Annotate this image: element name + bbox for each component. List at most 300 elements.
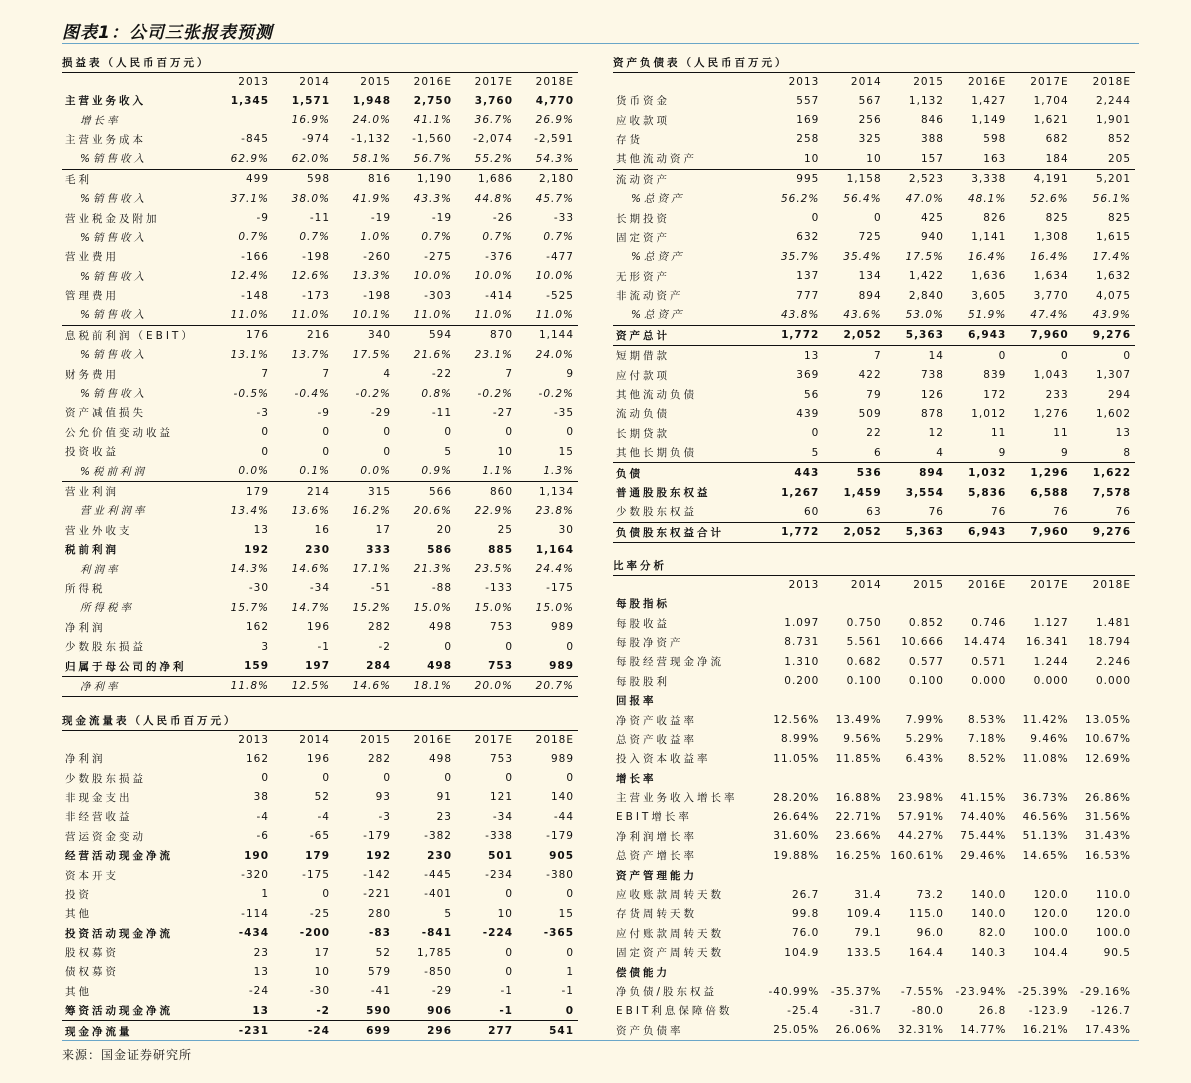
- value-cell: 0: [261, 772, 269, 785]
- value-cell: 96.0: [916, 927, 944, 940]
- value-cell: 1,615: [1095, 231, 1131, 244]
- value-cell: 176: [245, 329, 269, 342]
- value-cell: 1,636: [971, 270, 1007, 283]
- value-cell: 1,012: [971, 407, 1007, 420]
- value-cell: 753: [488, 660, 513, 673]
- row-label: 营业外收支: [65, 524, 133, 537]
- value-cell: 13.4%: [230, 504, 269, 517]
- value-cell: [948, 962, 1010, 981]
- value-cell: 140.0: [971, 907, 1007, 920]
- value-cell: -974: [302, 133, 330, 146]
- value-cell: -25.39%: [1017, 985, 1069, 998]
- value-cell: 0.682: [846, 655, 882, 668]
- value-cell: 258: [796, 133, 820, 146]
- row-label: 少数股东损益: [65, 772, 146, 785]
- year-header: 2013: [238, 734, 269, 746]
- value-cell: [948, 594, 1010, 613]
- value-cell: 30: [558, 524, 574, 537]
- value-cell: -41: [370, 985, 391, 998]
- value-cell: 1: [566, 965, 574, 978]
- value-cell: -27: [492, 406, 513, 419]
- value-cell: 0: [322, 888, 330, 901]
- value-cell: 13: [252, 1004, 269, 1017]
- value-cell: 133.5: [846, 946, 882, 959]
- table-row: [62, 461, 578, 481]
- table-row: [613, 365, 1135, 384]
- value-cell: -6: [256, 830, 269, 843]
- value-cell: 4,075: [1095, 289, 1131, 302]
- value-cell: 24.4%: [535, 563, 574, 576]
- table-row: [613, 749, 1135, 768]
- value-cell: -29: [370, 406, 391, 419]
- value-cell: 60: [761, 502, 823, 522]
- value-cell: 0.000: [971, 675, 1007, 688]
- value-cell: 14.6%: [291, 563, 330, 576]
- value-cell: 6: [823, 443, 885, 463]
- row-label: 货币资金: [616, 95, 670, 108]
- value-cell: 25: [497, 524, 513, 537]
- ratio-analysis-table: [613, 576, 1135, 1040]
- table-row: [613, 502, 1135, 522]
- table-row: [613, 1001, 1135, 1020]
- value-cell: 1,190: [416, 173, 452, 186]
- value-cell: -83: [369, 927, 391, 940]
- value-cell: 120.0: [1033, 907, 1069, 920]
- value-cell: -179: [363, 830, 391, 843]
- value-cell: 28.20%: [773, 791, 820, 804]
- value-cell: 894: [919, 467, 944, 480]
- row-label: 固定资产周转天数: [616, 947, 724, 960]
- table-row: [613, 325, 1135, 345]
- value-cell: -175: [546, 582, 574, 595]
- row-label: 净利率: [62, 676, 212, 696]
- value-cell: 44.27%: [897, 830, 944, 843]
- value-cell: 4,191: [1033, 173, 1069, 186]
- value-cell: 31.60%: [773, 830, 820, 843]
- table-row: [62, 208, 578, 227]
- value-cell: 1.244: [1033, 655, 1069, 668]
- value-cell: 1,686: [477, 173, 513, 186]
- row-label: 主营业务成本: [65, 133, 146, 146]
- value-cell: 196: [306, 621, 330, 634]
- value-cell: -166: [241, 250, 269, 263]
- value-cell: 536: [856, 467, 882, 480]
- value-cell: -1: [500, 985, 513, 998]
- value-cell: 0: [1060, 349, 1069, 362]
- row-label: 营业利润: [65, 486, 119, 498]
- value-cell: 22.71%: [835, 810, 882, 823]
- row-label: 其他流动负债: [616, 389, 697, 402]
- value-cell: -30: [309, 985, 330, 998]
- value-cell: 9: [1010, 443, 1072, 463]
- value-cell: 35.7%: [780, 250, 820, 263]
- value-cell: 11: [990, 427, 1007, 440]
- row-label: 应收款项: [616, 114, 670, 127]
- table-row: [62, 982, 578, 1001]
- table-row: [62, 130, 578, 149]
- value-cell: 8.52%: [967, 752, 1007, 765]
- value-cell: 10.0%: [413, 270, 452, 283]
- table-row: [62, 924, 578, 943]
- year-header: 2015: [360, 76, 391, 88]
- row-label: 税前利润: [65, 544, 119, 557]
- bottom-rule: [62, 1040, 1139, 1041]
- ratio-analysis-block: [613, 558, 1135, 1040]
- value-cell: 0: [261, 445, 269, 458]
- value-cell: 1,785: [416, 946, 452, 959]
- value-cell: 15.2%: [352, 601, 391, 614]
- value-cell: 52: [375, 946, 391, 959]
- value-cell: 216: [306, 329, 330, 342]
- value-cell: 1,704: [1033, 94, 1069, 107]
- table-row: [613, 169, 1135, 189]
- value-cell: 53.0%: [886, 305, 948, 325]
- value-cell: 11.05%: [773, 752, 820, 765]
- table-row: [613, 130, 1135, 149]
- value-cell: -1,560: [412, 133, 452, 146]
- value-cell: -2: [378, 640, 391, 653]
- value-cell: 0.000: [1095, 675, 1131, 688]
- value-cell: 23.66%: [835, 830, 882, 843]
- header-blank: [62, 731, 212, 749]
- table-row: [613, 483, 1135, 502]
- value-cell: -198: [363, 289, 391, 302]
- row-label: 公允价值变动收益: [65, 426, 173, 439]
- row-label: 存货周转天数: [616, 908, 697, 921]
- table-row: [62, 676, 578, 696]
- value-cell: 10: [823, 149, 885, 169]
- value-cell: 12.56%: [773, 714, 820, 727]
- value-cell: 16.53%: [1084, 849, 1131, 862]
- value-cell: 1.0%: [360, 231, 391, 244]
- value-cell: 1,307: [1095, 369, 1131, 382]
- value-cell: 10: [761, 149, 823, 169]
- value-cell: 52.6%: [1030, 192, 1069, 205]
- row-label: 归属于母公司的净利: [65, 660, 187, 673]
- value-cell: 12: [928, 427, 944, 440]
- row-label: 投资活动现金净流: [65, 927, 173, 940]
- value-cell: 7,960: [1010, 522, 1072, 542]
- table-row: [62, 403, 578, 422]
- value-cell: 753: [489, 752, 513, 765]
- value-cell: -114: [241, 907, 269, 920]
- row-label: 利润率: [80, 563, 121, 576]
- value-cell: 0.577: [908, 655, 944, 668]
- value-cell: 7,960: [1010, 325, 1072, 345]
- year-header-row: [613, 576, 1135, 594]
- table-row: [62, 618, 578, 637]
- value-cell: 63: [823, 502, 885, 522]
- value-cell: 16.25%: [835, 849, 882, 862]
- row-label: 投资收益: [65, 446, 119, 459]
- value-cell: -231: [212, 1021, 273, 1041]
- value-cell: 17.5%: [905, 250, 944, 263]
- value-cell: -275: [424, 250, 452, 263]
- value-cell: 14.77%: [960, 1024, 1007, 1037]
- value-cell: 989: [550, 752, 574, 765]
- value-cell: 282: [367, 752, 391, 765]
- row-label: 偿债能力: [616, 966, 670, 979]
- value-cell: -303: [424, 289, 452, 302]
- table-row: [613, 865, 1135, 884]
- value-cell: 0: [505, 772, 513, 785]
- value-cell: 1,422: [908, 270, 944, 283]
- value-cell: 0.1%: [273, 461, 334, 481]
- value-cell: 7.18%: [967, 733, 1007, 746]
- table-row: [62, 501, 578, 520]
- value-cell: 15.7%: [230, 601, 269, 614]
- value-cell: 11.8%: [212, 676, 273, 696]
- value-cell: 197: [305, 660, 330, 673]
- value-cell: [1010, 594, 1072, 613]
- value-cell: 140.3: [971, 946, 1007, 959]
- table-row: [62, 768, 578, 787]
- value-cell: 498: [428, 621, 452, 634]
- value-cell: 23: [436, 810, 452, 823]
- value-cell: -841: [421, 927, 452, 940]
- value-cell: 1,134: [538, 485, 574, 498]
- row-label: 应付账款周转天数: [616, 927, 724, 940]
- value-cell: 10.67%: [1084, 733, 1131, 746]
- value-cell: 0.746: [971, 617, 1007, 630]
- value-cell: -179: [546, 830, 574, 843]
- value-cell: 15: [558, 445, 574, 458]
- value-cell: 8: [1073, 443, 1135, 463]
- value-cell: 1,772: [761, 522, 823, 542]
- value-cell: 6,943: [948, 325, 1010, 345]
- table-row: [62, 364, 578, 383]
- table-row: [62, 559, 578, 578]
- value-cell: 13.3%: [352, 270, 391, 283]
- value-cell: -30: [248, 582, 269, 595]
- value-cell: [761, 962, 823, 981]
- value-cell: -850: [424, 965, 452, 978]
- value-cell: 3,760: [474, 94, 513, 107]
- value-cell: 79.1: [854, 927, 882, 940]
- value-cell: 1,032: [968, 467, 1007, 480]
- table-row: [62, 169, 578, 189]
- table-row: [62, 189, 578, 208]
- table-row: [62, 749, 578, 768]
- value-cell: -0.4%: [294, 387, 330, 400]
- table-row: [613, 730, 1135, 749]
- table-row: [613, 463, 1135, 483]
- value-cell: 43.3%: [413, 192, 452, 205]
- value-cell: 126: [920, 388, 944, 401]
- row-label: 所得税率: [80, 602, 134, 615]
- value-cell: 280: [367, 907, 391, 920]
- row-label: 筹资活动现金净流: [65, 1005, 173, 1018]
- table-row: [62, 885, 578, 904]
- value-cell: 1,144: [538, 329, 574, 342]
- value-cell: 498: [427, 660, 452, 673]
- value-cell: 632: [796, 231, 820, 244]
- value-cell: 0: [566, 946, 574, 959]
- year-header: 2014: [850, 579, 882, 591]
- value-cell: 11.42%: [1022, 714, 1069, 727]
- balance-sheet-table: [613, 73, 1135, 543]
- year-header: 2014: [850, 76, 882, 88]
- value-cell: 0: [566, 426, 574, 439]
- value-cell: 21.6%: [413, 348, 452, 361]
- row-label: 债权募资: [65, 966, 119, 979]
- value-cell: 9: [566, 368, 574, 381]
- value-cell: -88: [431, 582, 452, 595]
- year-header: 2013: [788, 76, 820, 88]
- value-cell: -401: [424, 888, 452, 901]
- value-cell: 99.8: [791, 907, 820, 920]
- value-cell: 15.0%: [535, 601, 574, 614]
- value-cell: [886, 865, 948, 884]
- value-cell: 192: [244, 543, 269, 556]
- value-cell: 256: [858, 114, 882, 127]
- row-label: 存货: [616, 133, 643, 146]
- value-cell: 16.9%: [291, 114, 330, 127]
- value-cell: 0.0%: [212, 461, 273, 481]
- value-cell: 18.794: [1088, 636, 1131, 649]
- value-cell: 9.56%: [843, 733, 882, 746]
- value-cell: 0: [505, 640, 513, 653]
- table-row: [613, 807, 1135, 826]
- value-cell: 18.1%: [395, 676, 456, 696]
- value-cell: 12.6%: [291, 270, 330, 283]
- value-cell: 7: [322, 368, 330, 381]
- row-label: 非现金支出: [65, 791, 133, 804]
- value-cell: 11.08%: [1022, 752, 1069, 765]
- row-label: %销售收入: [80, 231, 147, 244]
- value-cell: 9,276: [1073, 522, 1135, 542]
- row-label: 总资产增长率: [616, 850, 697, 863]
- value-cell: [886, 769, 948, 788]
- year-header: 2018E: [535, 76, 574, 88]
- row-label: %税前利润: [62, 461, 212, 481]
- value-cell: 17: [375, 524, 391, 537]
- row-label: 息税前利润（EBIT）: [65, 329, 195, 342]
- row-label: %销售收入: [62, 305, 212, 325]
- value-cell: 0.852: [908, 617, 944, 630]
- year-header: 2017E: [1030, 579, 1069, 591]
- value-cell: 120.0: [1033, 888, 1069, 901]
- value-cell: 1.1%: [456, 461, 517, 481]
- value-cell: 6,943: [948, 522, 1010, 542]
- value-cell: 20.6%: [413, 504, 452, 517]
- value-cell: [212, 110, 273, 129]
- value-cell: 3: [261, 640, 269, 653]
- value-cell: 11.0%: [395, 305, 456, 325]
- value-cell: 738: [920, 369, 944, 382]
- table-row: [613, 522, 1135, 542]
- value-cell: 74.40%: [960, 810, 1007, 823]
- value-cell: 190: [244, 849, 269, 862]
- value-cell: 26.7: [791, 888, 820, 901]
- value-cell: 1,632: [1095, 270, 1131, 283]
- value-cell: 1: [261, 888, 269, 901]
- value-cell: -9: [317, 406, 330, 419]
- balance-sheet-heading: 资产负债表（人民币百万元）: [613, 55, 1135, 73]
- value-cell: 41.1%: [413, 114, 452, 127]
- value-cell: 5: [444, 907, 452, 920]
- row-label: 资产负债率: [616, 1024, 684, 1037]
- value-cell: 725: [858, 231, 882, 244]
- row-label: 总资产收益率: [616, 733, 697, 746]
- value-cell: 13.1%: [230, 348, 269, 361]
- value-cell: 17.1%: [352, 563, 391, 576]
- value-cell: 36.73%: [1022, 791, 1069, 804]
- value-cell: [1073, 691, 1135, 710]
- row-label: 非流动资产: [616, 290, 684, 303]
- row-label: 净利润增长率: [616, 830, 697, 843]
- value-cell: -34: [309, 582, 330, 595]
- value-cell: 1.097: [784, 617, 820, 630]
- value-cell: 0: [566, 772, 574, 785]
- value-cell: 22: [866, 427, 882, 440]
- value-cell: 25.05%: [773, 1024, 820, 1037]
- value-cell: 579: [367, 965, 391, 978]
- value-cell: 4,770: [535, 94, 574, 107]
- value-cell: -19: [431, 212, 452, 225]
- row-label: 营业税金及附加: [65, 212, 160, 225]
- value-cell: 282: [367, 621, 391, 634]
- value-cell: 586: [427, 543, 452, 556]
- table-row: [62, 247, 578, 266]
- table-row: [62, 656, 578, 676]
- value-cell: 76: [1010, 502, 1072, 522]
- year-header: 2016E: [413, 734, 452, 746]
- value-cell: 31.43%: [1084, 830, 1131, 843]
- table-row: [62, 521, 578, 540]
- row-label: 应收账款周转天数: [616, 889, 724, 902]
- value-cell: -260: [363, 250, 391, 263]
- value-cell: 0.7%: [299, 231, 330, 244]
- table-row: [62, 962, 578, 981]
- value-cell: 0: [322, 772, 330, 785]
- value-cell: 753: [489, 621, 513, 634]
- value-cell: -0.5%: [233, 387, 269, 400]
- value-cell: -845: [241, 133, 269, 146]
- table-row: [62, 267, 578, 286]
- table-row: [62, 540, 578, 559]
- row-label: 资产减值损失: [65, 407, 146, 420]
- value-cell: -133: [485, 582, 513, 595]
- value-cell: 0: [998, 349, 1007, 362]
- value-cell: -142: [363, 869, 391, 882]
- value-cell: 0: [322, 445, 330, 458]
- value-cell: -148: [241, 289, 269, 302]
- value-cell: 1,459: [843, 486, 882, 499]
- row-label: 其他: [65, 985, 92, 998]
- year-header-row: [62, 73, 578, 91]
- value-cell: 315: [367, 485, 391, 498]
- cashflow-statement-block: [62, 713, 578, 1041]
- value-cell: 1,571: [291, 94, 330, 107]
- value-cell: 100.0: [1033, 927, 1069, 940]
- value-cell: 1,901: [1095, 114, 1131, 127]
- value-cell: -224: [482, 927, 513, 940]
- value-cell: 121: [489, 791, 513, 804]
- value-cell: -23.94%: [955, 985, 1007, 998]
- table-row: [62, 904, 578, 923]
- value-cell: 14.6%: [334, 676, 395, 696]
- table-row: [62, 481, 578, 501]
- value-cell: -0.2%: [477, 387, 513, 400]
- value-cell: -198: [302, 250, 330, 263]
- value-cell: -173: [302, 289, 330, 302]
- row-label: 非经营收益: [65, 811, 133, 824]
- value-cell: 1,132: [908, 94, 944, 107]
- value-cell: 425: [920, 212, 944, 225]
- table-row: [613, 962, 1135, 981]
- year-header: 2017E: [474, 734, 513, 746]
